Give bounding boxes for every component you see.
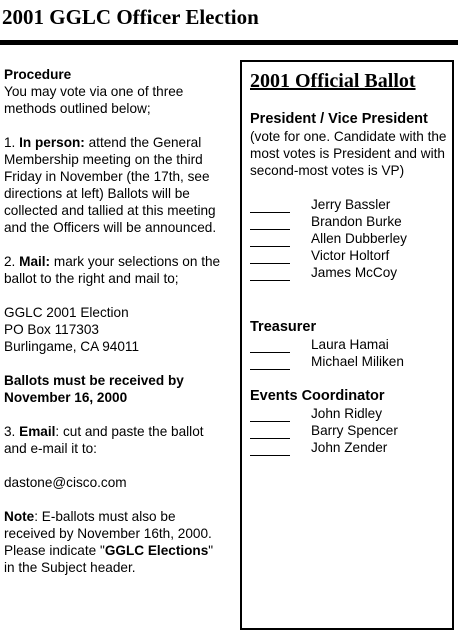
in-person-number: 1. xyxy=(4,135,20,150)
events-coordinator-heading: Events Coordinator xyxy=(250,388,385,404)
in-person-body: attend the General Membership meeting on the third Friday in November (the 17th, see directions at left) Ballots will be collected and tallied at this meeting and the Officers will be announced. xyxy=(4,135,217,235)
candidate-row[interactable] xyxy=(250,405,450,422)
mail-body: mark your selections on the ballot to the right and mail to; xyxy=(4,254,221,286)
candidate-name: Barry Spencer xyxy=(311,423,398,438)
mailing-address-line-1: GGLC 2001 Election xyxy=(4,305,129,320)
candidate-row[interactable] xyxy=(250,196,450,213)
candidate-name: John Zender xyxy=(311,440,388,455)
vote-line[interactable] xyxy=(250,268,290,281)
candidate-name: Michael Miliken xyxy=(311,354,404,369)
mailing-address-line-3: Burlingame, CA 94011 xyxy=(4,339,140,354)
in-person-label: In person: xyxy=(19,135,85,150)
procedure-heading: Procedure xyxy=(4,67,72,82)
mail-label: Mail: xyxy=(19,254,51,269)
president-instructions: (vote for one. Candidate with the most votes is President and with second-most votes is VP) xyxy=(250,129,447,178)
official-ballot xyxy=(240,60,454,630)
candidate-name: Laura Hamai xyxy=(311,337,389,352)
header-rule xyxy=(0,40,458,45)
note-emphasis: GGLC Elections xyxy=(104,543,209,558)
note-body-1: : E-ballots must also be received by November 16th, 2000. Please indicate " xyxy=(4,509,212,558)
ballot-deadline: Ballots must be received by November 16, 2000 xyxy=(4,373,184,405)
candidate-row[interactable] xyxy=(250,264,450,281)
treasurer-heading: Treasurer xyxy=(250,319,317,335)
vote-line[interactable] xyxy=(250,200,290,213)
vote-line[interactable] xyxy=(250,357,290,370)
events-coordinator-section xyxy=(250,387,450,456)
candidate-name: Allen Dubberley xyxy=(311,231,407,246)
vote-line[interactable] xyxy=(250,340,290,353)
treasurer-section xyxy=(250,318,450,370)
note-paragraph xyxy=(4,508,226,576)
note-label: Note xyxy=(4,509,35,524)
candidate-name: John Ridley xyxy=(311,406,383,421)
candidate-row[interactable] xyxy=(250,230,450,247)
ballot-title: 2001 Official Ballot xyxy=(250,70,416,92)
candidate-row[interactable] xyxy=(250,213,450,230)
email-number: 3. xyxy=(4,424,20,439)
note-body-2: " in the Subject header. xyxy=(4,543,214,575)
vote-line[interactable] xyxy=(250,409,290,422)
email-body: : cut and paste the ballot and e-mail it to: xyxy=(4,424,204,456)
email-address-link[interactable]: dastone@cisco.com xyxy=(4,475,127,490)
in-person-instructions xyxy=(4,134,226,236)
president-section xyxy=(250,110,450,281)
candidate-row[interactable] xyxy=(250,439,450,456)
vote-line[interactable] xyxy=(250,234,290,247)
vote-line[interactable] xyxy=(250,217,290,230)
mailing-address-line-2: PO Box 117303 xyxy=(4,322,99,337)
page-title: 2001 GGLC Officer Election xyxy=(2,5,259,29)
mail-number: 2. xyxy=(4,254,20,269)
president-heading: President / Vice President xyxy=(250,111,428,127)
candidate-row[interactable] xyxy=(250,353,450,370)
procedure-column xyxy=(4,66,226,576)
mail-instructions xyxy=(4,253,226,287)
candidate-row[interactable] xyxy=(250,336,450,353)
vote-line[interactable] xyxy=(250,251,290,264)
email-label: Email xyxy=(19,424,56,439)
vote-line[interactable] xyxy=(250,426,290,439)
vote-line[interactable] xyxy=(250,443,290,456)
candidate-name: Brandon Burke xyxy=(311,214,402,229)
candidate-name: James McCoy xyxy=(311,265,398,280)
candidate-name: Jerry Bassler xyxy=(311,197,391,212)
email-instructions xyxy=(4,423,226,457)
candidate-name: Victor Holtorf xyxy=(311,248,390,263)
candidate-row[interactable] xyxy=(250,422,450,439)
procedure-intro: You may vote via one of three methods outlined below; xyxy=(4,84,184,116)
candidate-row[interactable] xyxy=(250,247,450,264)
